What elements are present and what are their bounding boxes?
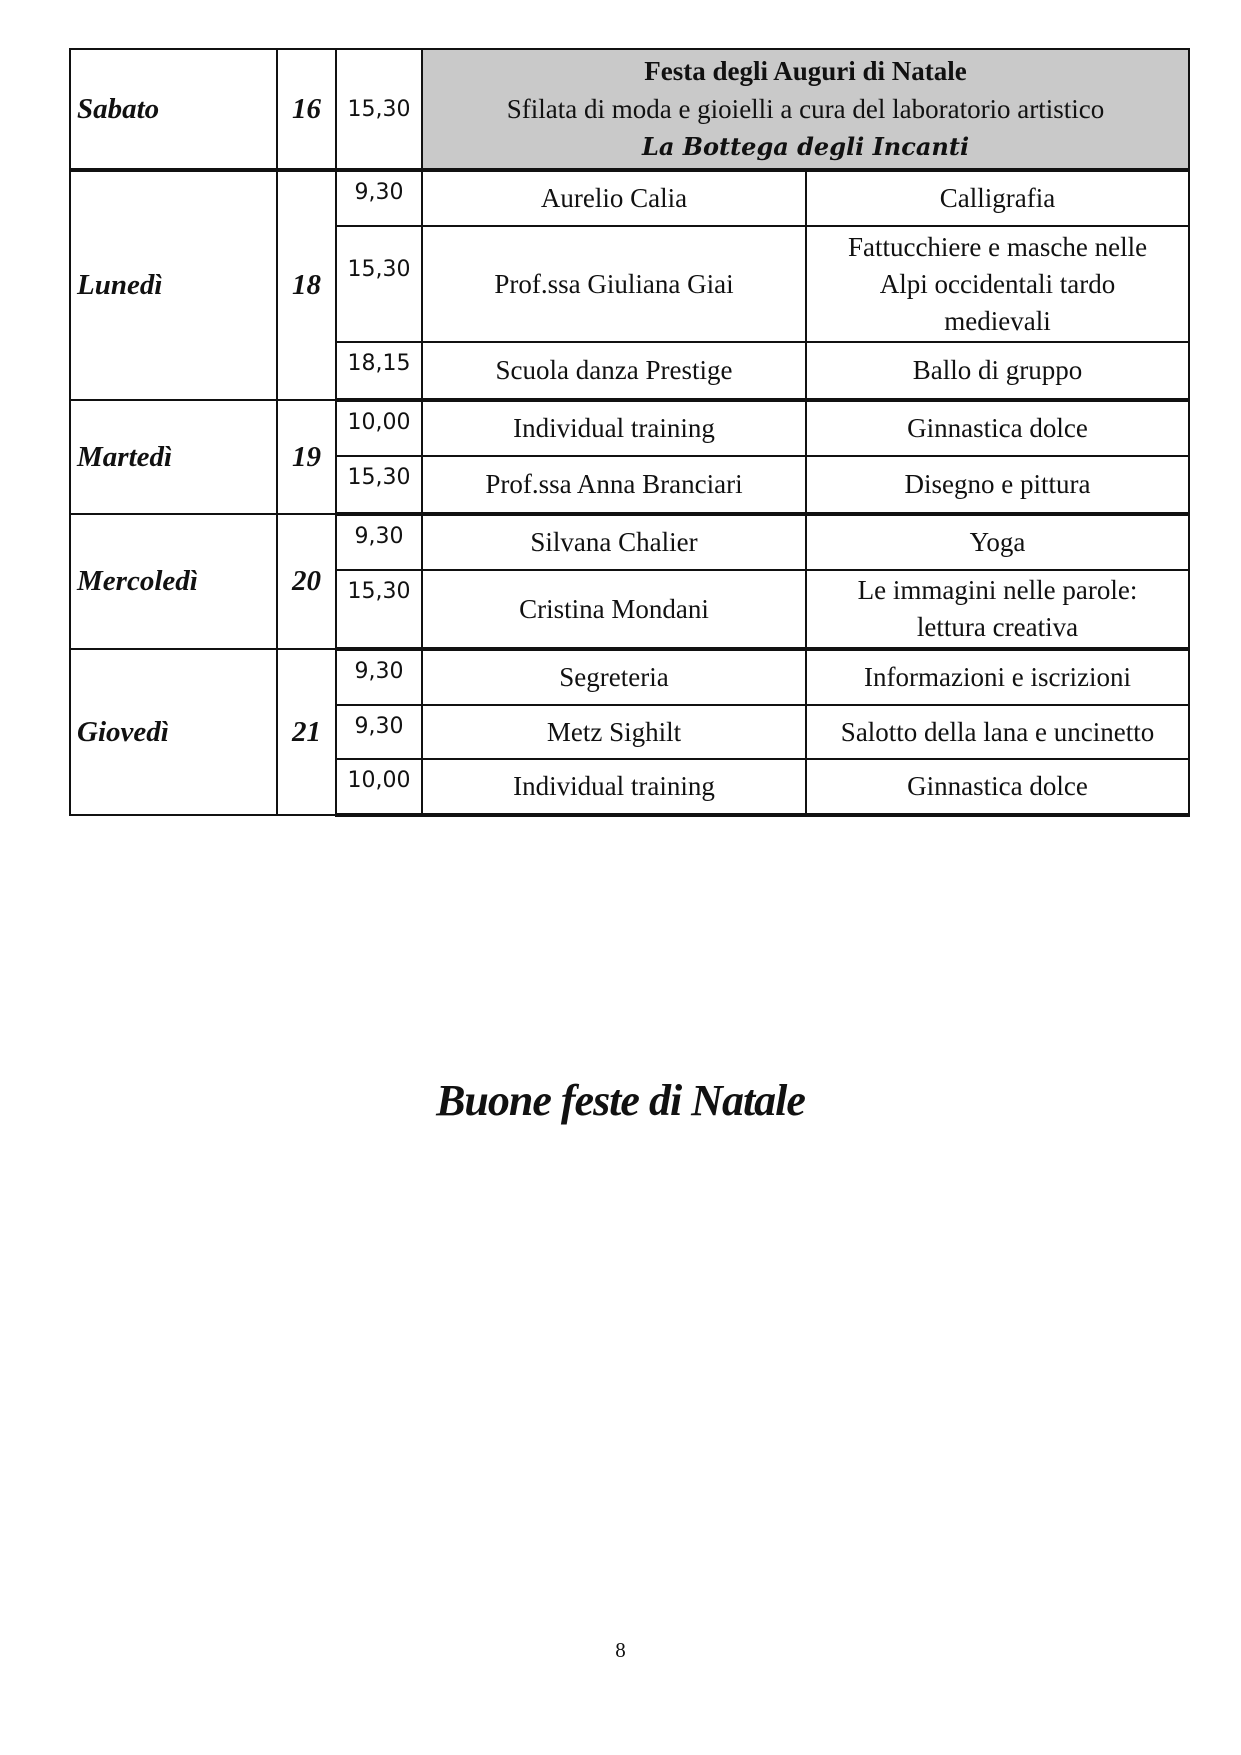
speaker-cell: Segreteria	[422, 649, 806, 705]
time-cell: 10,00	[336, 759, 422, 815]
date-lunedi: 18	[277, 170, 336, 400]
speaker-cell: Individual training	[422, 759, 806, 815]
speaker-cell: Cristina Mondani	[422, 570, 806, 649]
activity-cell: Ginnastica dolce	[806, 759, 1189, 815]
time-sabato: 15,30	[336, 49, 422, 170]
activity-cell: Ballo di gruppo	[806, 342, 1189, 400]
day-martedi: Martedì	[70, 400, 277, 514]
time-cell: 9,30	[336, 170, 422, 226]
row-martedi-1	[70, 400, 1189, 456]
time-cell: 9,30	[336, 649, 422, 705]
date-mercoledi: 20	[277, 514, 336, 649]
speaker-cell: Silvana Chalier	[422, 514, 806, 570]
speaker-cell: Metz Sighilt	[422, 705, 806, 759]
date-giovedi: 21	[277, 649, 336, 815]
row-sabato	[70, 49, 1189, 170]
greeting-heading: Buone feste di Natale	[436, 1076, 805, 1125]
time-cell: 9,30	[336, 705, 422, 759]
time-cell: 10,00	[336, 400, 422, 456]
day-giovedi: Giovedì	[70, 649, 277, 815]
row-lunedi-1	[70, 170, 1189, 226]
event-place: La Bottega degli Incanti	[641, 132, 970, 161]
day-mercoledi: Mercoledì	[70, 514, 277, 649]
schedule-table	[69, 48, 1190, 817]
activity-cell: Fattucchiere e masche nelle Alpi occidentali tardo medievali	[806, 226, 1189, 342]
row-mercoledi-1	[70, 514, 1189, 570]
row-giovedi-1	[70, 649, 1189, 705]
activity-cell: Ginnastica dolce	[806, 400, 1189, 456]
activity-cell: Calligrafia	[806, 170, 1189, 226]
activity-cell: Informazioni e iscrizioni	[806, 649, 1189, 705]
date-martedi: 19	[277, 400, 336, 514]
time-cell: 15,30	[336, 226, 422, 342]
activity-cell: Salotto della lana e uncinetto	[806, 705, 1189, 759]
time-cell: 15,30	[336, 456, 422, 514]
date-sabato: 16	[277, 49, 336, 170]
day-sabato: Sabato	[70, 49, 277, 170]
speaker-cell: Prof.ssa Anna Branciari	[422, 456, 806, 514]
day-lunedi: Lunedì	[70, 170, 277, 400]
time-cell: 9,30	[336, 514, 422, 570]
time-cell: 15,30	[336, 570, 422, 649]
activity-cell: Yoga	[806, 514, 1189, 570]
page-number: 8	[615, 1638, 626, 1662]
event-title: Festa degli Auguri di Natale	[644, 56, 967, 86]
event-cell	[422, 49, 1189, 170]
speaker-cell: Individual training	[422, 400, 806, 456]
activity-cell: Le immagini nelle parole: lettura creativa	[806, 570, 1189, 649]
speaker-cell: Aurelio Calia	[422, 170, 806, 226]
event-subtitle: Sfilata di moda e gioielli a cura del laboratorio artistico	[506, 94, 1105, 124]
activity-cell: Disegno e pittura	[806, 456, 1189, 514]
speaker-cell: Prof.ssa Giuliana Giai	[422, 226, 806, 342]
time-cell: 18,15	[336, 342, 422, 400]
speaker-cell: Scuola danza Prestige	[422, 342, 806, 400]
